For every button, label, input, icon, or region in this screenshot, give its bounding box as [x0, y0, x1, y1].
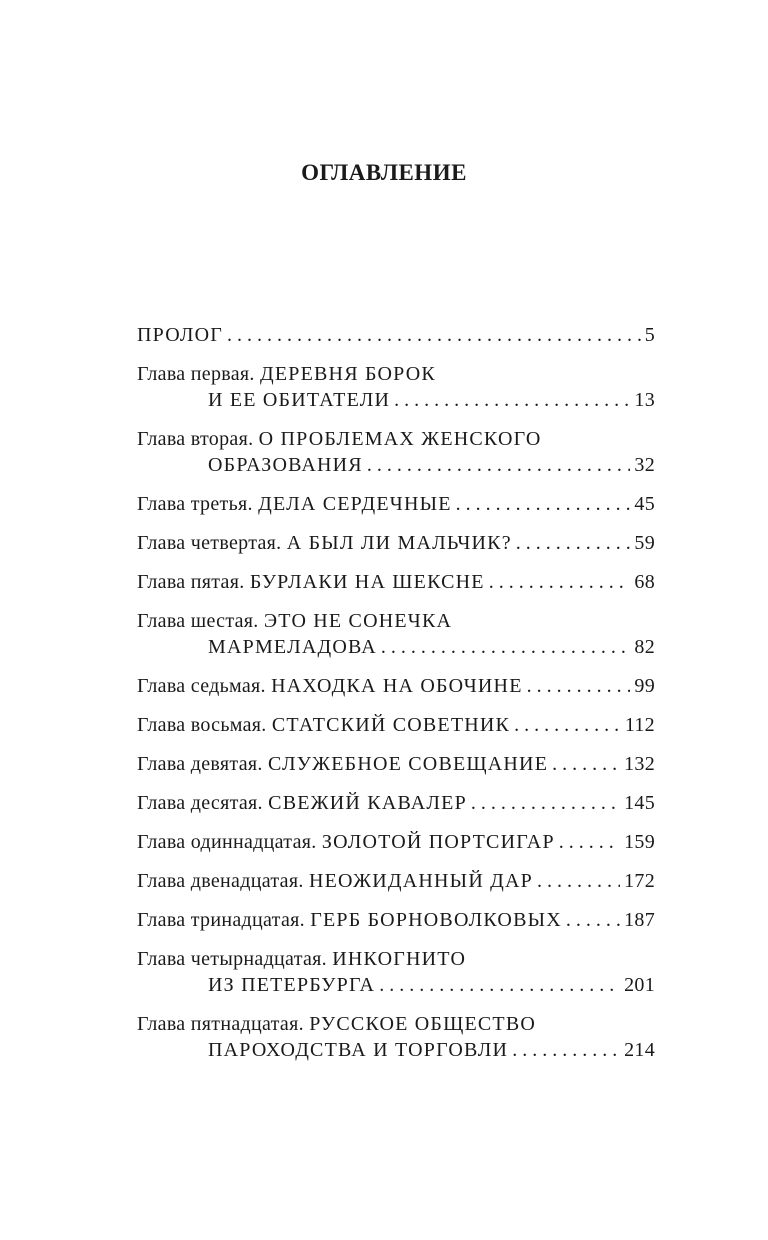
- toc-entry-line: [137, 712, 655, 738]
- toc-entry-continuation: [137, 452, 655, 478]
- chapter-title: СВЕЖИЙ КАВАЛЕР: [268, 792, 467, 814]
- chapter-label: Глава десятая.: [137, 792, 269, 814]
- page-number: 112: [624, 714, 655, 736]
- page-number: 132: [624, 753, 655, 775]
- toc-entry-line: [137, 426, 655, 452]
- page-number: 45: [634, 493, 655, 515]
- chapter-title: РУССКОЕ ОБЩЕСТВО: [309, 1013, 537, 1035]
- dot-leader: [367, 452, 631, 478]
- toc-entry-line: [137, 790, 655, 816]
- dot-leader: [514, 712, 621, 738]
- chapter-label: Глава восьмая.: [137, 714, 272, 736]
- chapter-title: БУРЛАКИ НА ШЕКСНЕ: [249, 571, 485, 593]
- dot-leader: [381, 634, 630, 660]
- dot-leader: [537, 868, 620, 894]
- chapter-title: ДЕЛА СЕРДЕЧНЫЕ: [258, 493, 452, 515]
- chapter-title: ИЗ ПЕТЕРБУРГА: [208, 974, 376, 996]
- toc-entry: [137, 673, 655, 699]
- chapter-title: СТАТСКИЙ СОВЕТНИК: [271, 714, 511, 736]
- page-number: 214: [624, 1039, 655, 1061]
- toc-entry: [137, 361, 655, 413]
- chapter-label: Глава тринадцатая.: [137, 909, 311, 931]
- chapter-title: ПАРОХОДСТВА И ТОРГОВЛИ: [208, 1039, 509, 1061]
- dot-leader: [456, 491, 631, 517]
- toc-entry: [137, 426, 655, 478]
- chapter-label: Глава девятая.: [137, 753, 268, 775]
- chapter-title: ДЕРЕВНЯ БОРОК: [260, 363, 436, 385]
- dot-leader: [516, 530, 631, 556]
- chapter-title: СЛУЖЕБНОЕ СОВЕЩАНИЕ: [267, 753, 549, 775]
- toc-entry-line: [137, 907, 655, 933]
- toc-entry: [137, 868, 655, 894]
- page-number: 68: [634, 571, 655, 593]
- dot-leader: [394, 387, 630, 413]
- toc-entry: [137, 790, 655, 816]
- toc-entry: [137, 907, 655, 933]
- toc-entry-continuation: [137, 972, 655, 998]
- chapter-title: НАХОДКА НА ОБОЧИНЕ: [271, 675, 523, 697]
- toc-entry: [137, 946, 655, 998]
- toc-entry: [137, 491, 655, 517]
- chapter-label: Глава одиннадцатая.: [137, 831, 322, 853]
- toc-entry-line: [137, 751, 655, 777]
- chapter-title: ПРОЛОГ: [137, 324, 224, 346]
- chapter-label: Глава четвертая.: [137, 532, 287, 554]
- dot-leader: [559, 829, 620, 855]
- chapter-title: МАРМЕЛАДОВА: [208, 636, 377, 658]
- chapter-title: А БЫЛ ЛИ МАЛЬЧИК?: [286, 532, 512, 554]
- chapter-title: О ПРОБЛЕМАХ ЖЕНСКОГО: [258, 428, 542, 450]
- dot-leader: [566, 907, 620, 933]
- page-number: 5: [644, 324, 655, 346]
- toc-entry-line: [137, 530, 655, 556]
- chapter-label: Глава пятая.: [137, 571, 250, 593]
- dot-leader: [379, 972, 620, 998]
- page-number: 145: [624, 792, 655, 814]
- table-of-contents: [137, 322, 655, 1076]
- toc-entry-line: [137, 361, 655, 387]
- toc-entry-line: [137, 1011, 655, 1037]
- toc-entry: [137, 608, 655, 660]
- dot-leader: [527, 673, 631, 699]
- toc-entry-continuation: [137, 1037, 655, 1063]
- toc-entry: [137, 751, 655, 777]
- toc-entry: [137, 530, 655, 556]
- chapter-label: Глава пятнадцатая.: [137, 1013, 310, 1035]
- page-number: 13: [634, 389, 655, 411]
- chapter-label: Глава третья.: [137, 493, 259, 515]
- toc-entry-line: [137, 946, 655, 972]
- toc-entry: [137, 569, 655, 595]
- toc-entry: [137, 1011, 655, 1063]
- page-number: 201: [624, 974, 655, 996]
- toc-entry: [137, 712, 655, 738]
- chapter-label: Глава четырнадцатая.: [137, 948, 333, 970]
- toc-entry: [137, 829, 655, 855]
- chapter-label: Глава первая.: [137, 363, 261, 385]
- chapter-title: НЕОЖИДАННЫЙ ДАР: [308, 870, 533, 892]
- page-number: 82: [634, 636, 655, 658]
- page-number: 59: [634, 532, 655, 554]
- chapter-label: Глава вторая.: [137, 428, 259, 450]
- chapter-title: И ЕЕ ОБИТАТЕЛИ: [208, 389, 391, 411]
- dot-leader: [471, 790, 620, 816]
- chapter-label: Глава двенадцатая.: [137, 870, 309, 892]
- page-number: 159: [624, 831, 655, 853]
- toc-entry-line: [137, 322, 655, 348]
- page-number: 32: [634, 454, 655, 476]
- page-number: 187: [624, 909, 655, 931]
- page-number: 99: [634, 675, 655, 697]
- dot-leader: [512, 1037, 620, 1063]
- toc-entry: [137, 322, 655, 348]
- chapter-title: ЭТО НЕ СОНЕЧКА: [263, 610, 453, 632]
- toc-entry-line: [137, 608, 655, 634]
- dot-leader: [552, 751, 620, 777]
- toc-entry-line: [137, 829, 655, 855]
- chapter-title: ИНКОГНИТО: [332, 948, 467, 970]
- toc-entry-line: [137, 569, 655, 595]
- page-title: ОГЛАВЛЕНИЕ: [301, 160, 467, 185]
- chapter-title: ЗОЛОТОЙ ПОРТСИГАР: [321, 831, 555, 853]
- toc-entry-line: [137, 868, 655, 894]
- dot-leader: [227, 322, 641, 348]
- toc-entry-continuation: [137, 634, 655, 660]
- chapter-title: ОБРАЗОВАНИЯ: [208, 454, 363, 476]
- chapter-label: Глава седьмая.: [137, 675, 272, 697]
- chapter-label: Глава шестая.: [137, 610, 264, 632]
- chapter-title: ГЕРБ БОРНОВОЛКОВЫХ: [310, 909, 562, 931]
- page-number: 172: [624, 870, 655, 892]
- toc-entry-continuation: [137, 387, 655, 413]
- toc-entry-line: [137, 491, 655, 517]
- toc-entry-line: [137, 673, 655, 699]
- dot-leader: [489, 569, 631, 595]
